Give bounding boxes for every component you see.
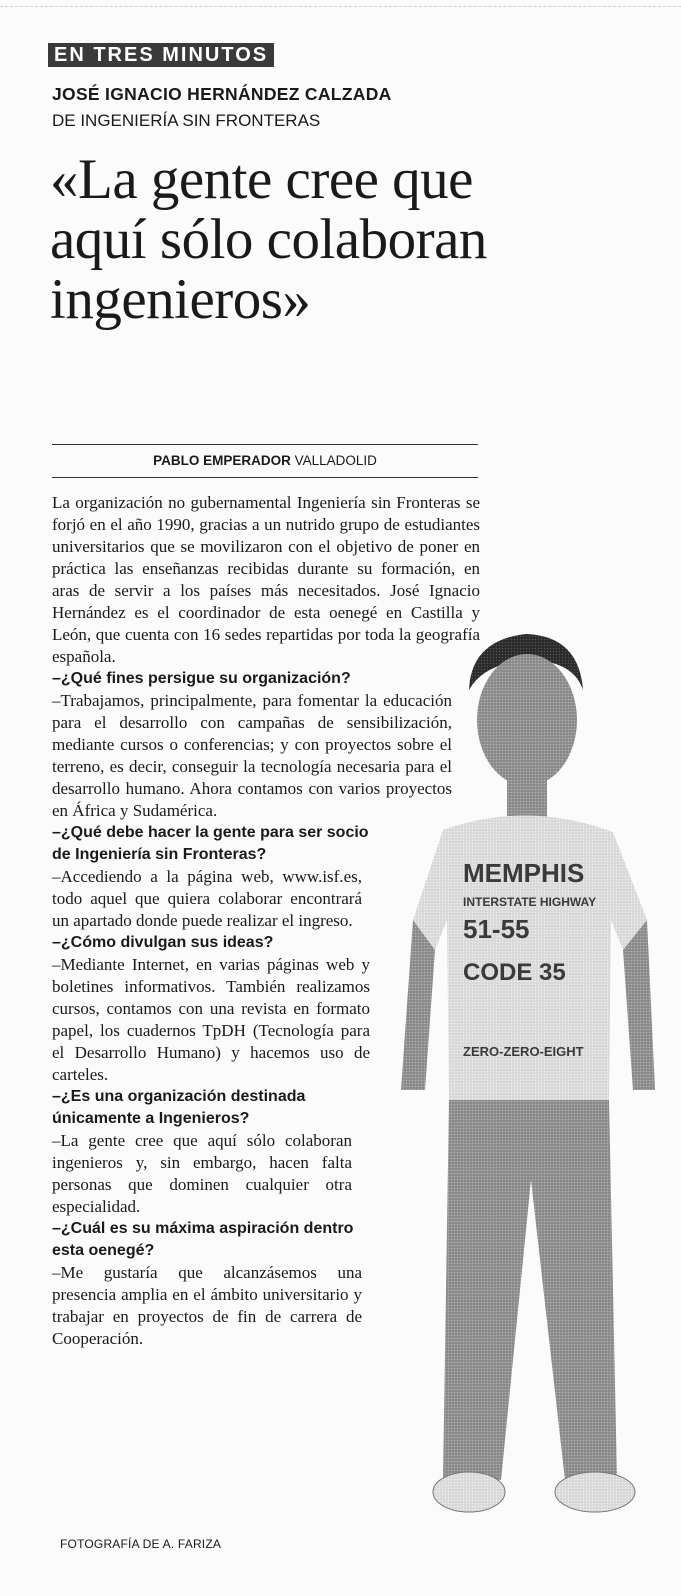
left-shoe-shape [433,1472,505,1512]
question-5: –¿Cuál es su máxima aspiración dentro esta oenegé? [52,1220,354,1259]
face-shape [477,654,577,786]
answer-3: –Mediante Internet, en varias páginas web y boletines informativos. También realizamos cursos, contamos con una revista en formato papel, los cuadernos TpDH (Tecnología para el Desarrollo Humano) y hacemos uso de carteles. [52,955,370,1084]
byline-author: PABLO EMPERADOR [153,453,291,468]
shirt-line-2: INTERSTATE HIGHWAY [463,895,597,909]
answer-1: –Trabajamos, principalmente, para fomentar la educación para el desarrollo con campañas de sensibilización, mediante cursos o conferencias; y con proyectos sobre el terreno, es decir, conseguir la tecnología necesaria para el desarrollo humano. Ahora contamos con varios proyectos en África y Sudamérica. [52,691,452,820]
answer-2: –Accediendo a la página web, www.isf.es, todo aquel que quiera colaborar encontrará un apartado donde puede realizar el ingreso. [52,867,362,930]
right-arm-shape [623,920,655,1090]
question-3: –¿Cómo divulgan sus ideas? [52,934,274,951]
answer-5: –Me gustaría que alcanzásemos una presencia amplia en el ámbito universitario y trabajar en proyectos de fin de carrera de Cooperación. [52,1263,362,1348]
shirt-line-5: ZERO-ZERO-EIGHT [463,1044,584,1059]
byline-location: VALLADOLID [294,453,377,468]
photo-credit: FOTOGRAFÍA DE A. FARIZA [60,1537,222,1551]
interviewee-name: JOSÉ IGNACIO HERNÁNDEZ CALZADA [52,84,392,104]
question-2: –¿Qué debe hacer la gente para ser socio de Ingeniería sin Fronteras? [52,824,369,863]
shirt-line-4: CODE 35 [463,959,566,986]
headline: «La gente cree que aquí sólo colaboran ingenieros» [50,148,487,331]
shirt-line-1: MEMPHIS [463,858,585,888]
interviewee-organization: DE INGENIERÍA SIN FRONTERAS [52,111,321,130]
byline [52,444,478,478]
article-body [52,492,480,1350]
section-kicker: EN TRES MINUTOS [48,43,274,67]
article-intro: La organización no gubernamental Ingeniería sin Fronteras se forjó en el año 1990, gracias a un nutrido grupo de estudiantes universitarios que se movilizaron con el objetivo de poner en práctica las enseñanzas recibidas durante su formación, en aras de servir a los países más necesitados. José Ignacio Hernández es el coordinador de esta oenegé en Castilla y León, que cuenta con 16 sedes repartidas por toda la geografía española. [52,493,480,666]
neck-shape [507,770,547,820]
answer-4: –La gente cree que aquí sólo colaboran ingenieros y, sin embargo, hacen falta personas que dominen cualquier otra especialidad. [52,1131,352,1216]
right-shoe-shape [555,1472,635,1512]
question-1: –¿Qué fines persigue su organización? [52,670,351,687]
question-4: –¿Es una organización destinada únicamente a Ingenieros? [52,1088,306,1127]
page-top-rule [0,6,681,8]
shirt-line-3: 51-55 [463,914,530,944]
